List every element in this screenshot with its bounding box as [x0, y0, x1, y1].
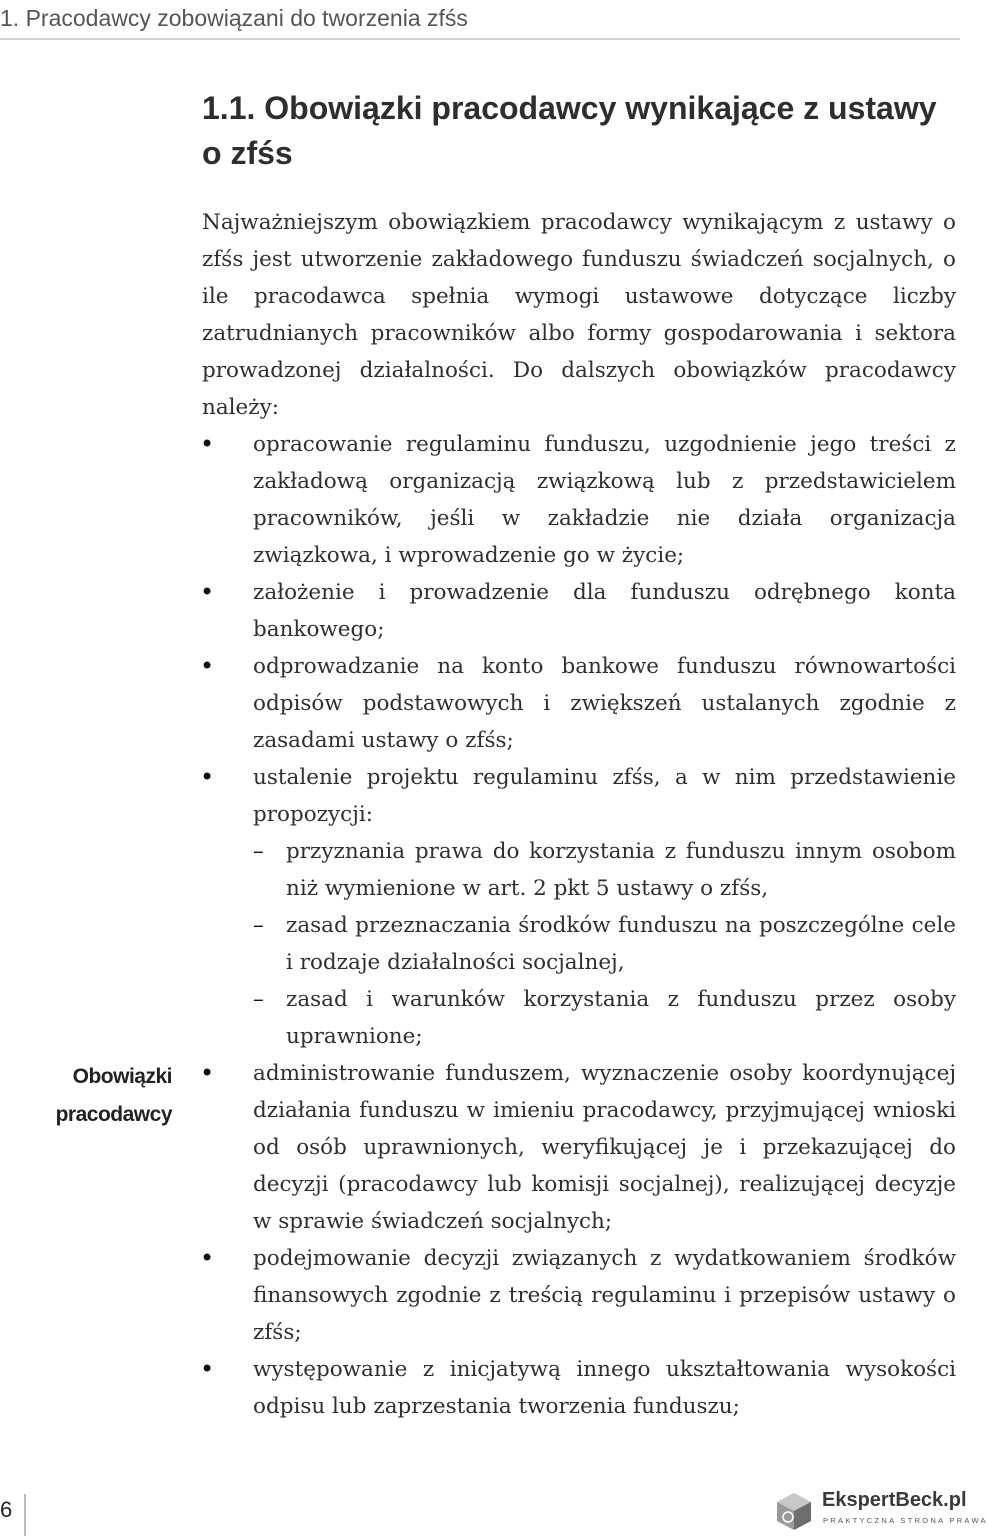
bullet-icon: •	[200, 1244, 215, 1272]
bullet-icon: •	[200, 430, 215, 458]
list-item	[202, 648, 956, 759]
section-title-text: Obowiązki pracodawcy wynikające z ustawy o zfśs	[202, 90, 937, 171]
margin-note-line-1: Obowiązki	[72, 1065, 172, 1088]
section-number: 1.1.	[202, 90, 256, 126]
dash-icon: –	[253, 839, 264, 864]
margin-note-line-2: pracodawcy	[55, 1103, 172, 1126]
list-item-text: opracowanie regulaminu funduszu, uzgodnienie jego treści z zakładową organizacją związkową lub z przedstawicielem pracowników, jeśli w zakładzie nie działa organizacja związkowa, i wprowadzenie go w życie;	[253, 432, 956, 568]
logo-cube-icon	[774, 1491, 814, 1531]
list-item	[202, 1055, 956, 1240]
bullet-icon: •	[200, 578, 215, 606]
bullet-icon: •	[200, 1355, 215, 1383]
list-item	[202, 1240, 956, 1351]
bullet-icon: •	[200, 763, 215, 791]
bullet-icon: •	[200, 652, 215, 680]
publisher-logo	[774, 1488, 988, 1534]
dash-icon: –	[253, 913, 264, 938]
running-head	[0, 0, 960, 40]
page-number-text: 6	[0, 1497, 13, 1522]
logo-tagline: PRAKTYCZNA STRONA PRAWA	[823, 1516, 988, 1525]
bullet-icon: •	[200, 1059, 215, 1087]
list-item	[202, 574, 956, 648]
logo-brand: EkspertBeck.pl	[822, 1489, 967, 1511]
list-item	[202, 1351, 956, 1425]
list-item-text: założenie i prowadzenie dla funduszu odrębnego konta bankowego;	[253, 580, 956, 642]
list-item-text: podejmowanie decyzji związanych z wydatkowaniem środków finansowych zgodnie z treścią regulaminu i przepisów ustawy o zfśs;	[253, 1246, 956, 1345]
list-item	[202, 426, 956, 574]
margin-note	[34, 1058, 172, 1134]
proposals-list	[253, 833, 956, 1055]
list-item-text: administrowanie funduszem, wyznaczenie osoby koordynującej działania funduszu w imieniu pracodawcy, przyjmującej wnioski od osób uprawnionych, weryfikującej je i przekazującej do decyzji (pracodawcy lub komisji socjalnej), realizującej decyzje w sprawie świadczeń socjalnych;	[253, 1061, 956, 1234]
sub-list-item-text: zasad i warunków korzystania z funduszu przez osoby uprawnione;	[286, 987, 956, 1049]
dash-icon: –	[253, 987, 264, 1012]
body-text	[202, 204, 956, 1425]
sub-list-item	[253, 907, 956, 981]
list-item	[202, 759, 956, 1055]
sub-list-item-text: przyznania prawa do korzystania z funduszu innym osobom niż wymienione w art. 2 pkt 5 ustawy o zfśs,	[286, 839, 956, 901]
sub-list-item-text: zasad przeznaczania środków funduszu na poszczególne cele i rodzaje działalności socjalnej,	[286, 913, 956, 975]
list-item-text: ustalenie projektu regulaminu zfśs, a w nim przedstawienie propozycji:	[253, 765, 956, 827]
intro-paragraph: Najważniejszym obowiązkiem pracodawcy wynikającym z ustawy o zfśs jest utworzenie zakładowego funduszu świadczeń socjalnych, o ile pracodawca spełnia wymogi ustawowe dotyczące liczby zatrudnianych pracowników albo formy gospodarowania i sektora prowadzonej działalności. Do dalszych obowiązków pracodawcy należy:	[202, 210, 956, 420]
list-item-text: występowanie z inicjatywą innego ukształtowania wysokości odpisu lub zaprzestania tworzenia funduszu;	[253, 1357, 956, 1419]
sub-list-item	[253, 981, 956, 1055]
sub-list-item	[253, 833, 956, 907]
running-head-text: 1. Pracodawcy zobowiązani do tworzenia zfśs	[0, 5, 468, 31]
duties-list	[202, 426, 956, 1425]
list-item-text: odprowadzanie na konto bankowe funduszu równowartości odpisów podstawowych i zwiększeń ustalanych zgodnie z zasadami ustawy o zfśs;	[253, 654, 956, 753]
page-number	[0, 1494, 26, 1536]
section-title	[202, 86, 942, 176]
